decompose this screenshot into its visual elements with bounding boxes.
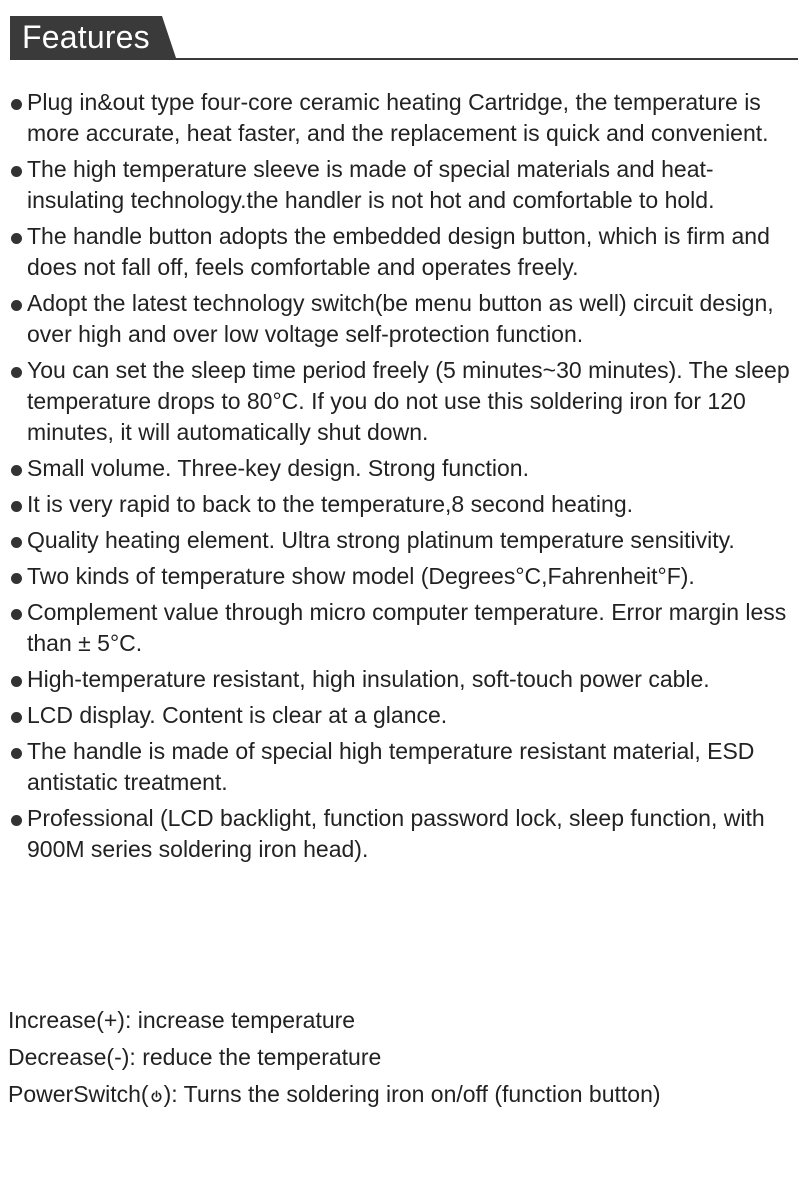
- feature-item-6: [8, 453, 798, 484]
- feature-item-4: [8, 288, 798, 350]
- feature-list: [8, 87, 798, 870]
- feature-item-9: [8, 561, 798, 592]
- bullet-icon: [11, 712, 22, 723]
- bullet-icon: [11, 748, 22, 759]
- feature-text: Two kinds of temperature show model (Degrees°C,Fahrenheit°F).: [27, 563, 695, 589]
- feature-text: Professional (LCD backlight, function password lock, sleep function, with 900M series soldering iron head).: [27, 805, 765, 862]
- bullet-icon: [11, 367, 22, 378]
- feature-item-13: [8, 736, 798, 798]
- bullet-icon: [11, 815, 22, 826]
- power-switch-prefix: PowerSwitch(: [8, 1081, 149, 1107]
- feature-item-5: [8, 355, 798, 448]
- feature-text: LCD display. Content is clear at a glance.: [27, 702, 448, 728]
- increase-description: Increase(+): increase temperature: [8, 1007, 356, 1033]
- feature-item-12: [8, 700, 798, 731]
- button-legend: [8, 1002, 798, 1113]
- section-header: [10, 16, 798, 60]
- feature-text: Complement value through micro computer temperature. Error margin less than ± 5°C.: [27, 599, 787, 656]
- header-rule: [10, 58, 798, 60]
- feature-item-10: [8, 597, 798, 659]
- feature-item-1: [8, 87, 798, 149]
- feature-text: The handle button adopts the embedded design button, which is firm and does not fall off, feels comfortable and operates freely.: [27, 223, 770, 280]
- feature-text: Quality heating element. Ultra strong platinum temperature sensitivity.: [27, 527, 735, 553]
- power-switch-suffix: ): Turns the soldering iron on/off (function button): [163, 1081, 661, 1107]
- feature-text: The handle is made of special high temperature resistant material, ESD antistatic treatment.: [27, 738, 755, 795]
- bullet-icon: [11, 676, 22, 687]
- feature-text: Plug in&out type four-core ceramic heating Cartridge, the temperature is more accurate, heat faster, and the replacement is quick and convenient.: [27, 89, 769, 146]
- bullet-icon: [11, 99, 22, 110]
- feature-item-11: [8, 664, 798, 695]
- feature-item-2: [8, 154, 798, 216]
- bullet-icon: [11, 537, 22, 548]
- section-title: Features: [22, 19, 150, 55]
- feature-item-3: [8, 221, 798, 283]
- bullet-icon: [11, 233, 22, 244]
- feature-text: It is very rapid to back to the temperature,8 second heating.: [27, 491, 634, 517]
- bullet-icon: [11, 501, 22, 512]
- bullet-icon: [11, 465, 22, 476]
- bullet-icon: [11, 573, 22, 584]
- power-icon: [150, 1090, 163, 1103]
- feature-item-14: [8, 803, 798, 865]
- bullet-icon: [11, 166, 22, 177]
- feature-text: Adopt the latest technology switch(be menu button as well) circuit design, over high and over low voltage self-protection function.: [27, 290, 774, 347]
- feature-text: The high temperature sleeve is made of special materials and heat-insulating technology.the handler is not hot and comfortable to hold.: [27, 156, 715, 213]
- feature-item-8: [8, 525, 798, 556]
- feature-item-7: [8, 489, 798, 520]
- decrease-description: Decrease(-): reduce the temperature: [8, 1044, 382, 1070]
- bullet-icon: [11, 300, 22, 311]
- power-switch-description: [8, 1076, 798, 1113]
- bullet-icon: [11, 609, 22, 620]
- feature-text: High-temperature resistant, high insulation, soft-touch power cable.: [27, 666, 710, 692]
- feature-text: Small volume. Three-key design. Strong function.: [27, 455, 529, 481]
- feature-text: You can set the sleep time period freely (5 minutes~30 minutes). The sleep temperature drops to 80°C. If you do not use this soldering iron for 120 minutes, it will automatically shut down.: [27, 357, 790, 445]
